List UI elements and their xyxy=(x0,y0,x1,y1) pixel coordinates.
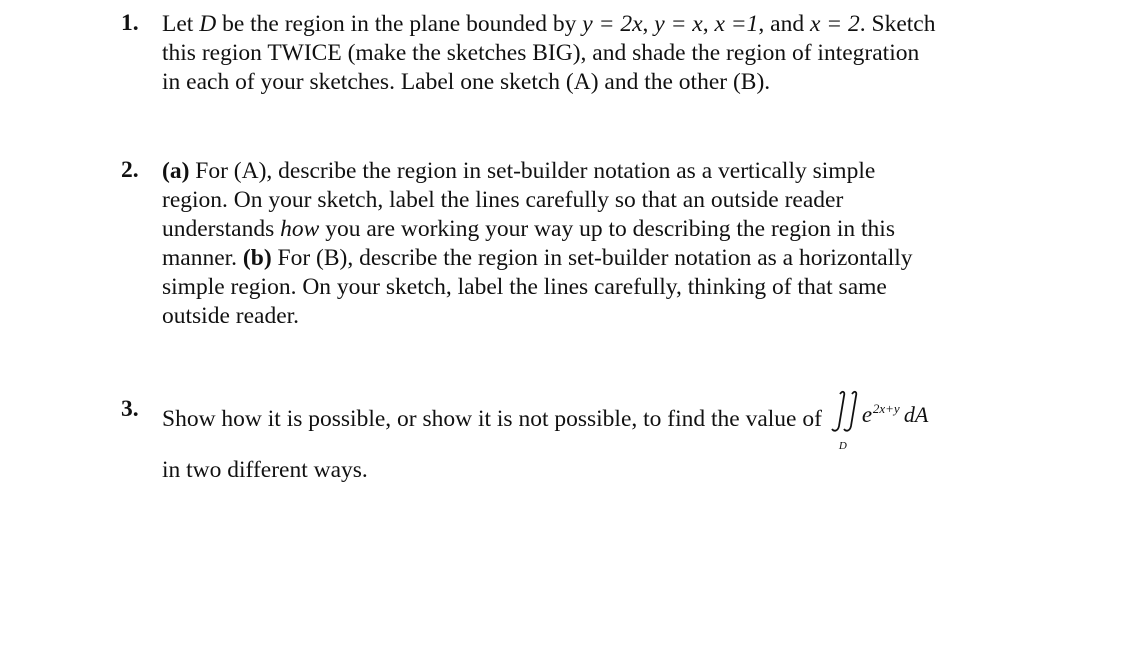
problem-2-line-1 xyxy=(162,157,875,186)
problem-3-line-1 xyxy=(162,396,936,452)
integral-differential: dA xyxy=(903,402,929,427)
equation: y = 2x xyxy=(582,11,643,37)
text-segment: you are working your way up to describing the region in this xyxy=(319,216,895,242)
text-segment: manner. xyxy=(162,245,243,271)
equation: x =1 xyxy=(714,11,759,37)
part-b-label: (b) xyxy=(242,245,272,271)
problem-2-line-6: outside reader. xyxy=(162,303,300,329)
problem-number: 2. xyxy=(121,157,139,183)
text-segment: be the region in the plane bounded by xyxy=(216,11,583,37)
region-symbol: D xyxy=(199,11,217,37)
text-segment: For (B), describe the region in set-builder notation as a horizontally xyxy=(271,245,913,271)
problem-3-line-2: in two different ways. xyxy=(162,457,368,483)
problem-number: 3. xyxy=(121,396,139,422)
integrand-exponent: 2x+y xyxy=(872,401,900,416)
integrand-base: e xyxy=(861,402,873,427)
equation: x = 2 xyxy=(809,11,860,37)
double-integral xyxy=(828,396,936,452)
problem-1-line-1 xyxy=(162,10,935,39)
problem-2-line-3 xyxy=(162,215,895,244)
problem-2-line-4 xyxy=(162,244,913,273)
text-segment: , xyxy=(702,11,715,37)
problem-2-line-5: simple region. On your sketch, label the lines carefully, thinking of that same xyxy=(162,274,887,300)
integral-region-subscript: D xyxy=(838,440,847,452)
text-segment: Let xyxy=(162,11,200,37)
double-integral-sign-icon xyxy=(830,390,860,434)
text-segment: . Sketch xyxy=(859,11,936,37)
text-segment: understands xyxy=(162,216,281,242)
problem-1-line-2: this region TWICE (make the sketches BIG), and shade the region of integration xyxy=(162,40,920,66)
text-segment: Show how it is possible, or show it is not possible, to find the value of xyxy=(162,406,828,432)
text-segment: , and xyxy=(758,11,810,37)
problem-2-line-2: region. On your sketch, label the lines carefully so that an outside reader xyxy=(162,187,844,213)
problem-number: 1. xyxy=(121,10,139,36)
part-a-label: (a) xyxy=(162,158,190,184)
equation: y = x xyxy=(654,11,703,37)
text-segment: , xyxy=(642,11,655,37)
text-segment: For (A), describe the region in set-builder notation as a vertically simple xyxy=(189,158,876,184)
emphasis-text: how xyxy=(280,216,320,242)
problem-1-line-3: in each of your sketches. Label one sketch (A) and the other (B). xyxy=(162,69,771,95)
